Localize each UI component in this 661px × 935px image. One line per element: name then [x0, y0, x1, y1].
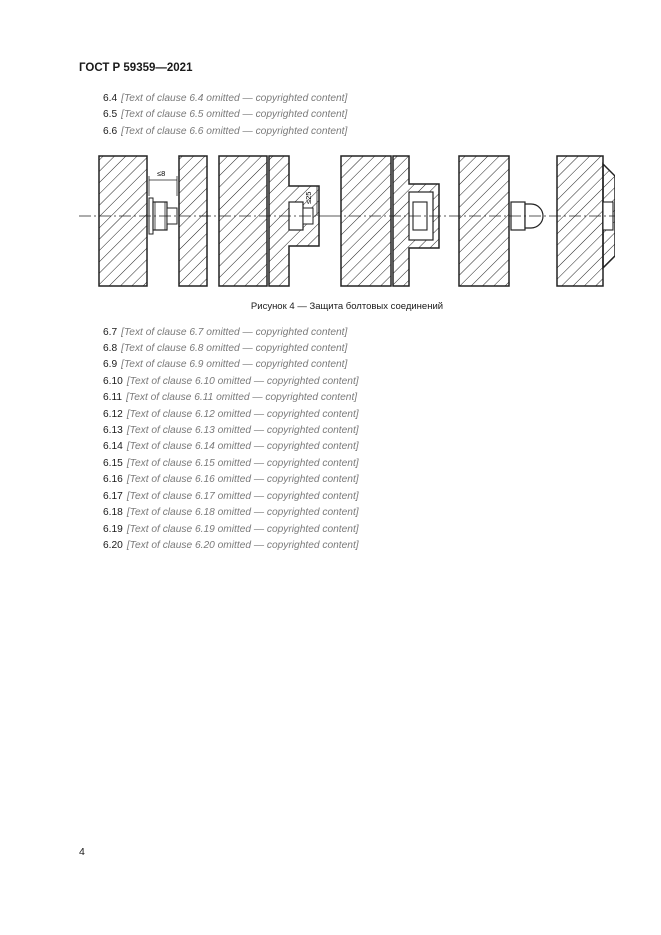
clause-number: 6.6	[103, 125, 118, 137]
variant-capped-bolt	[329, 156, 449, 286]
clause-6-8	[79, 342, 615, 355]
clause-6-20	[79, 539, 615, 552]
clause-number: 6.18	[103, 507, 123, 519]
clause-number: 6.20	[103, 539, 123, 551]
document-body	[79, 92, 615, 555]
dimension-label-25: ≤25	[304, 191, 313, 205]
clause-text: [Text of clause 6.19 omitted — copyrighted content]	[126, 523, 359, 535]
clause-6-17	[79, 490, 615, 503]
clauses-after-figure	[79, 326, 615, 553]
standard-designation: ГОСТ Р 59359—2021	[79, 62, 193, 74]
clause-text: [Text of clause 6.6 omitted — copyrighted content]	[121, 125, 348, 137]
variant-conical-shroud	[549, 156, 615, 286]
figure-caption: Рисунок 4 — Защита болтовых соединений	[250, 301, 444, 313]
clause-number: 6.7	[103, 326, 118, 338]
clause-text: [Text of clause 6.12 omitted — copyrighted content]	[126, 408, 359, 420]
variant-acorn-nut	[449, 156, 549, 286]
clause-number: 6.5	[103, 109, 118, 121]
figure-bolt-protection	[79, 146, 615, 296]
clause-text: [Text of clause 6.11 omitted — copyrighted content]	[126, 392, 358, 404]
document-header	[79, 62, 192, 74]
clause-6-4	[79, 92, 615, 105]
clause-6-11	[79, 391, 615, 404]
clause-text: [Text of clause 6.9 omitted — copyrighted content]	[121, 359, 348, 371]
clause-text: [Text of clause 6.15 omitted — copyrighted content]	[126, 457, 359, 469]
clause-number: 6.13	[103, 425, 123, 437]
clause-number: 6.11	[103, 392, 123, 404]
clause-number: 6.10	[103, 375, 123, 387]
clause-number: 6.4	[103, 93, 118, 104]
bolt-protection-drawing	[79, 146, 615, 296]
variant-recessed-bolt	[199, 156, 329, 286]
clause-text: [Text of clause 6.20 omitted — copyrighted content]	[126, 539, 359, 551]
clause-text: [Text of clause 6.18 omitted — copyrighted content]	[126, 507, 359, 519]
clause-6-6	[79, 125, 615, 138]
clause-6-18	[79, 506, 615, 519]
clause-text: [Text of clause 6.14 omitted — copyrighted content]	[126, 441, 359, 453]
clause-6-16	[79, 473, 615, 486]
clause-number: 6.9	[103, 359, 118, 371]
clause-number: 6.8	[103, 343, 118, 355]
clause-6-19	[79, 523, 615, 536]
page-number: 4	[79, 846, 85, 858]
clause-number: 6.16	[103, 474, 123, 486]
clause-6-10	[79, 375, 615, 388]
clause-number: 6.12	[103, 408, 123, 420]
clause-text: [Text of clause 6.16 omitted — copyrighted content]	[126, 474, 359, 486]
clause-text: [Text of clause 6.7 omitted — copyrighted content]	[121, 326, 348, 338]
clause-text: [Text of clause 6.4 omitted — copyrighted content]	[121, 93, 348, 104]
clause-6-5	[79, 108, 615, 121]
clause-number: 6.19	[103, 523, 123, 535]
clause-text: [Text of clause 6.17 omitted — copyrighted content]	[126, 490, 359, 502]
clause-6-9	[79, 358, 615, 371]
clause-number: 6.17	[103, 490, 123, 502]
clause-text: [Text of clause 6.8 omitted — copyrighted content]	[121, 343, 348, 355]
clause-6-13	[79, 424, 615, 437]
clause-number: 6.15	[103, 457, 123, 469]
clause-text: [Text of clause 6.5 omitted — copyrighted content]	[121, 109, 348, 121]
clause-6-7	[79, 326, 615, 339]
clause-6-12	[79, 408, 615, 421]
clause-text: [Text of clause 6.13 omitted — copyrighted content]	[126, 425, 359, 437]
clause-6-15	[79, 457, 615, 470]
clauses-before-figure	[79, 92, 615, 138]
variant-exposed-bolt	[79, 156, 209, 286]
dimension-label-8: ≤8	[157, 169, 166, 179]
clause-6-14	[79, 440, 615, 453]
clause-text: [Text of clause 6.10 omitted — copyrighted content]	[126, 375, 359, 387]
clause-number: 6.14	[103, 441, 123, 453]
